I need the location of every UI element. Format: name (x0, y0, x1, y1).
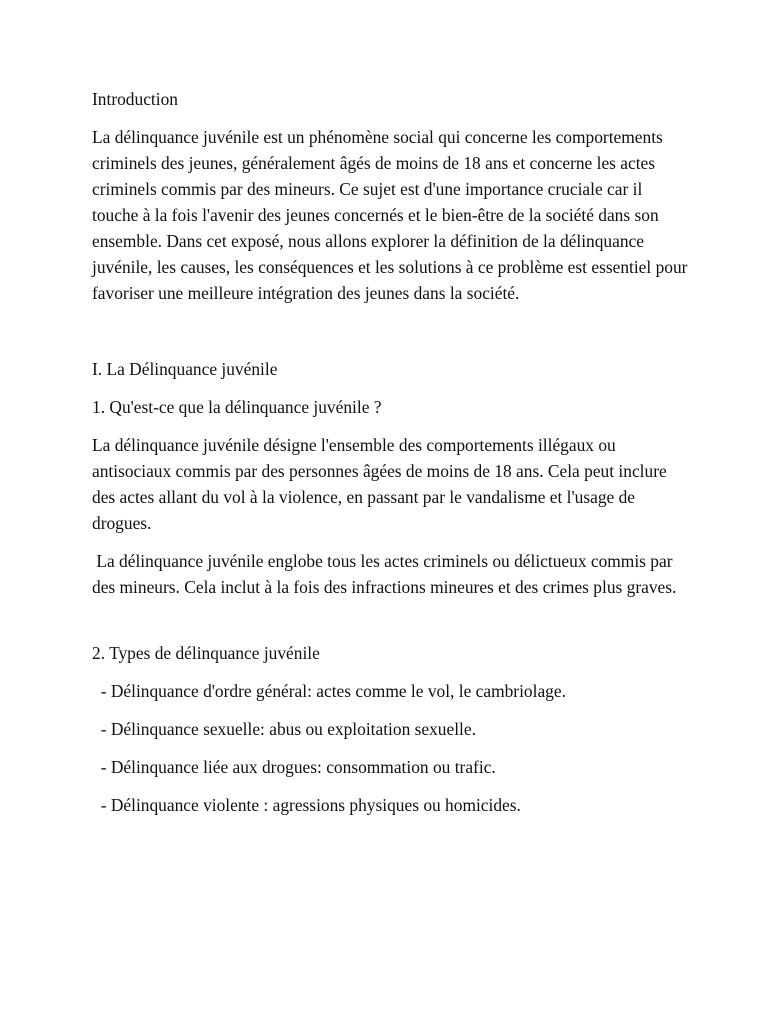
list-item: - Délinquance violente : agressions physiques ou homicides. (92, 795, 521, 815)
document-page (92, 86, 692, 830)
intro-paragraph: La délinquance juvénile est un phénomène social qui concerne les comportements criminels des jeunes, généralement âgés de moins de 18 ans et concerne les actes criminels commis par des mineurs. Ce sujet est d'une importance cruciale car il touche à la fois l'avenir des jeunes concernés et le bien-être de la société dans son ensemble. Dans cet exposé, nous allons explorer la définition de la délinquance juvénile, les causes, les conséquences et les solutions à ce problème est essentiel pour favoriser une meilleure intégration des jeunes dans la société. (92, 127, 692, 303)
section-heading: I. La Délinquance juvénile (92, 359, 278, 379)
intro-heading: Introduction (92, 89, 178, 109)
subsection-heading-definition: 1. Qu'est-ce que la délinquance juvénile ? (92, 397, 382, 417)
list-item: - Délinquance d'ordre général: actes comme le vol, le cambriolage. (92, 681, 566, 701)
definition-paragraph: La délinquance juvénile désigne l'ensemble des comportements illégaux ou antisociaux commis par des personnes âgées de moins de 18 ans. Cela peut inclure des actes allant du vol à la violence, en passant par le vandalisme et l'usage de drogues. (92, 435, 672, 533)
list-item: - Délinquance liée aux drogues: consommation ou trafic. (92, 757, 496, 777)
list-item: - Délinquance sexuelle: abus ou exploitation sexuelle. (92, 719, 476, 739)
subsection-heading-types: 2. Types de délinquance juvénile (92, 643, 320, 663)
scope-paragraph: La délinquance juvénile englobe tous les actes criminels ou délictueux commis par des mineurs. Cela inclut à la fois des infractions mineures et des crimes plus graves. (92, 551, 677, 597)
